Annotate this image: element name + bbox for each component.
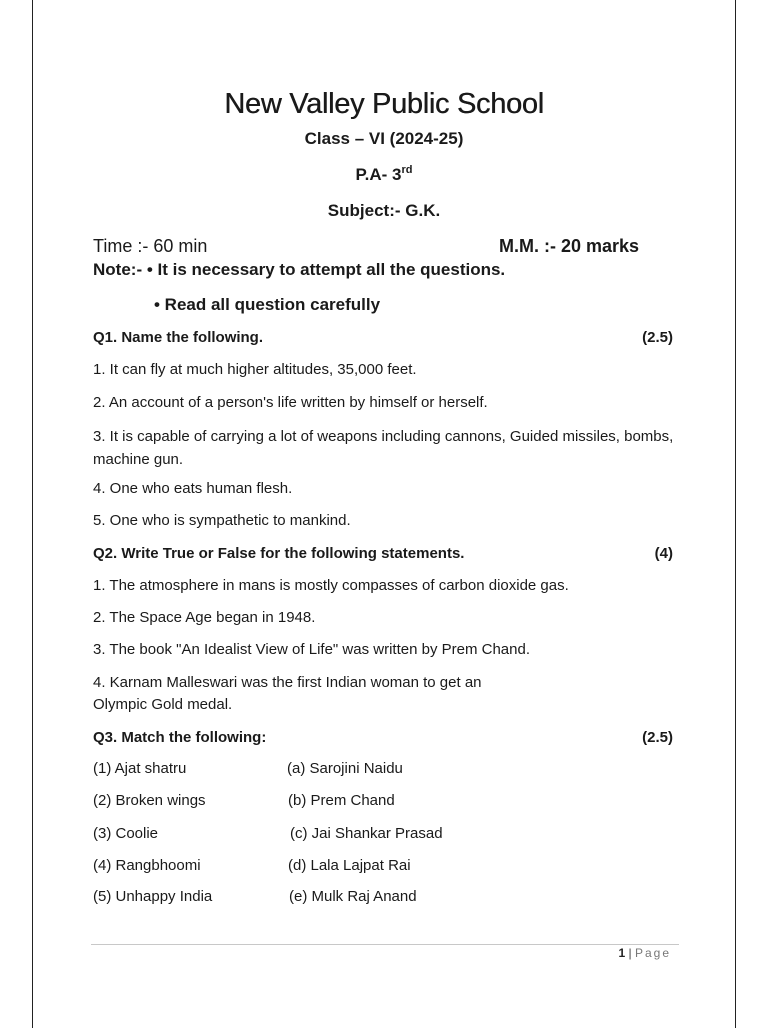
q1-item: 5. One who is sympathetic to mankind. bbox=[93, 512, 351, 529]
match-left-item: (4) Rangbhoomi bbox=[93, 857, 201, 874]
school-name: New Valley Public School bbox=[224, 88, 544, 120]
class-line: Class – VI (2024-25) bbox=[304, 129, 464, 148]
footer-separator: | bbox=[628, 946, 632, 960]
q1-title: Q1. Name the following. bbox=[93, 329, 264, 346]
q3-marks: (2.5) bbox=[642, 729, 673, 746]
match-right-item: (e) Mulk Raj Anand bbox=[289, 888, 417, 905]
match-left-item: (5) Unhappy India bbox=[93, 888, 213, 905]
match-left-item: (1) Ajat shatru bbox=[93, 760, 187, 777]
page-label: Page bbox=[634, 946, 671, 960]
q2-item: 2. The Space Age began in 1948. bbox=[93, 609, 316, 626]
note-line-1: Note:- • It is necessary to attempt all the questions. bbox=[93, 260, 506, 279]
match-right-item: (d) Lala Lajpat Rai bbox=[288, 857, 411, 874]
q2-item: 3. The book "An Idealist View of Life" was written by Prem Chand. bbox=[93, 641, 530, 658]
match-left-item: (3) Coolie bbox=[93, 825, 159, 842]
pa-line bbox=[33, 164, 735, 185]
q2-item: 4. Karnam Malleswari was the first Indian woman to get an bbox=[93, 674, 482, 691]
time-allowed: Time :- 60 min bbox=[93, 236, 208, 256]
q1-marks: (2.5) bbox=[642, 329, 673, 346]
match-left-item: (2) Broken wings bbox=[93, 792, 206, 809]
match-right-item: (b) Prem Chand bbox=[288, 792, 395, 809]
q3-title: Q3. Match the following: bbox=[93, 729, 267, 746]
match-right-item: (a) Sarojini Naidu bbox=[287, 760, 403, 777]
pa-prefix: P.A- 3 bbox=[355, 165, 402, 184]
subject-line: Subject:- G.K. bbox=[327, 201, 441, 220]
q1-item: 1. It can fly at much higher altitudes, 35,000 feet. bbox=[93, 361, 417, 378]
match-right-item: (c) Jai Shankar Prasad bbox=[290, 825, 443, 842]
q1-item: 2. An account of a person's life written by himself or herself. bbox=[93, 394, 488, 411]
q2-item-continued: Olympic Gold medal. bbox=[93, 696, 233, 713]
page-footer bbox=[618, 946, 671, 960]
footer-divider bbox=[91, 944, 679, 945]
exam-page bbox=[32, 0, 736, 1028]
page-number: 1 bbox=[618, 946, 626, 960]
max-marks: M.M. :- 20 marks bbox=[499, 236, 640, 256]
q2-title: Q2. Write True or False for the following statements. bbox=[93, 545, 465, 562]
pa-suffix: rd bbox=[401, 164, 413, 176]
q2-marks: (4) bbox=[654, 545, 673, 562]
note-line-2: • Read all question carefully bbox=[154, 295, 381, 314]
q2-item: 1. The atmosphere in mans is mostly compasses of carbon dioxide gas. bbox=[93, 577, 569, 594]
q1-item: 4. One who eats human flesh. bbox=[93, 480, 293, 497]
q1-item: 3. It is capable of carrying a lot of weapons including cannons, Guided missiles, bombs, machine gun. bbox=[93, 428, 674, 468]
